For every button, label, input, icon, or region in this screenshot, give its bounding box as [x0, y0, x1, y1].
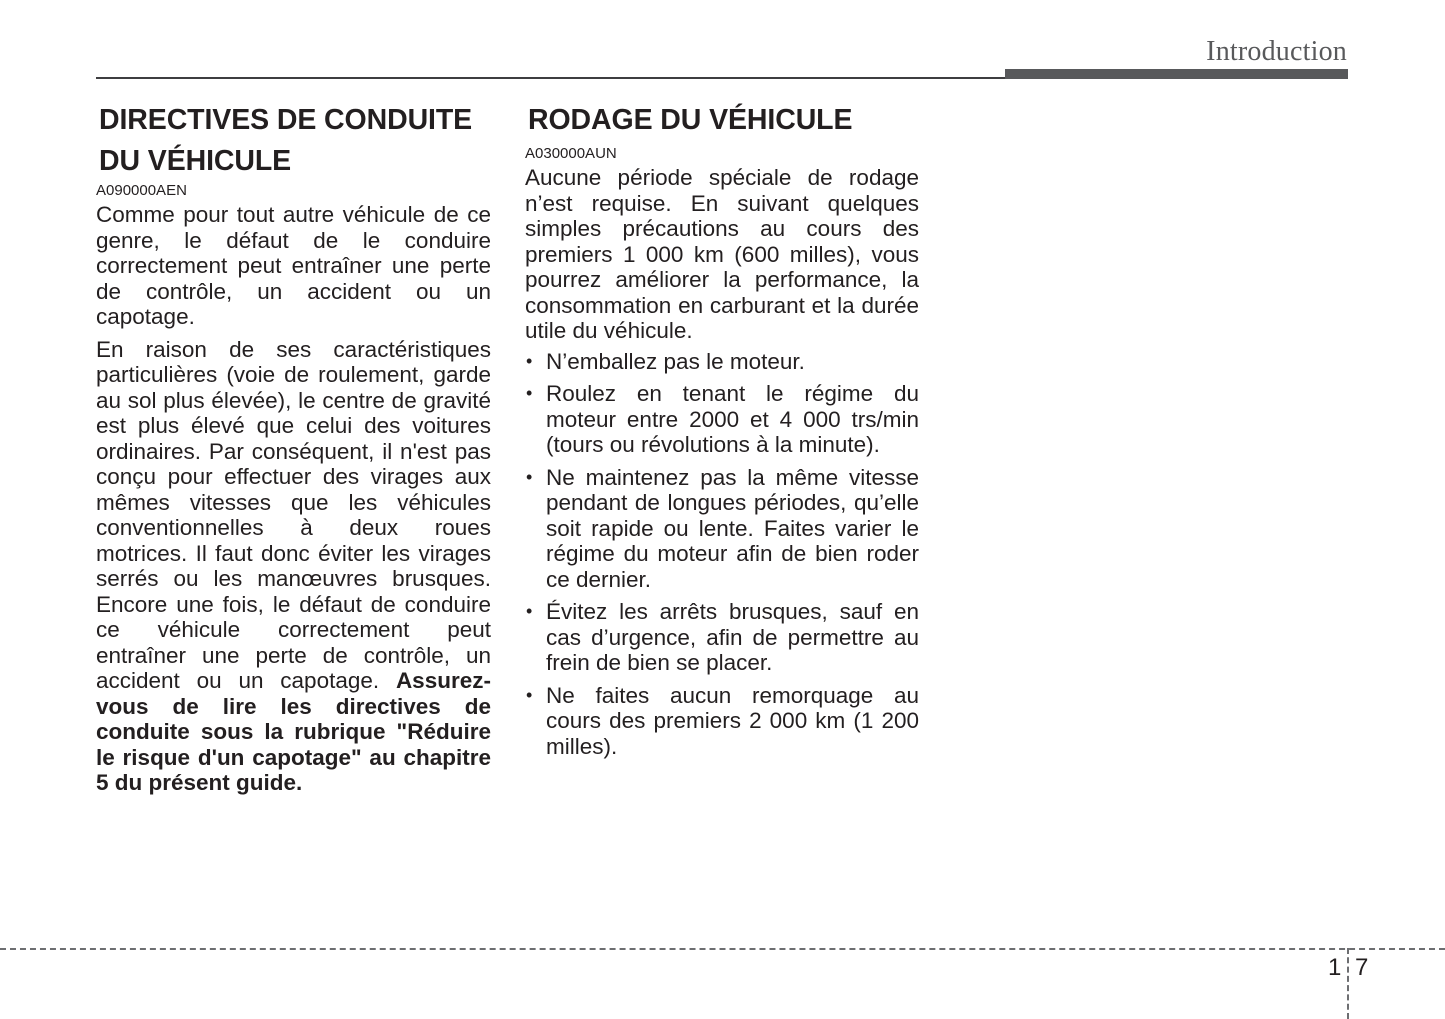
paragraph: Comme pour tout autre véhicule de ce genre, le défaut de le conduire correctement peut entraîner une perte de contrôle, un accident ou un capotage.: [96, 202, 491, 329]
list-item: [525, 349, 919, 375]
section-code: A090000AEN: [96, 182, 187, 199]
paragraph-emphasis: Assurez-vous de lire les directives de conduite sous la rubrique "Réduire le risque d'un capotage" au chapitre 5 du présent guide.: [96, 668, 491, 795]
heading-line-1: DIRECTIVES DE CONDUITE: [99, 104, 473, 136]
bullet-icon: •: [526, 684, 533, 705]
footer-dashed-rule: [0, 948, 1445, 950]
footer-dashed-divider: [1347, 948, 1349, 1019]
list-item: [525, 683, 919, 760]
bullet-list: [525, 349, 919, 760]
list-item-text: Évitez les arrêts brusques, sauf en cas d’urgence, afin de permettre au frein de bien se placer.: [546, 599, 919, 675]
header-rule: [96, 77, 1006, 79]
section-heading-break-in: RODAGE DU VÉHICULE: [528, 104, 853, 136]
bullet-icon: •: [526, 601, 533, 621]
list-item-text: Ne maintenez pas la même vitesse pendant de longues périodes, qu’elle soit rapide ou lente. Faites varier le régime du moteur afin de bien roder ce dernier.: [546, 464, 919, 592]
list-item-text: N’emballez pas le moteur.: [546, 348, 805, 374]
paragraph: [96, 337, 491, 796]
paragraph: Aucune période spéciale de rodage n’est requise. En suivant quelques simples précautions au cours des premiers 1 000 km (600 milles), vous pourrez améliorer la performance, la consommation en carburant et la durée utile du véhicule.: [525, 165, 919, 343]
header-section-title: Introduction: [1206, 36, 1347, 67]
list-item: [525, 381, 919, 458]
bullet-icon: •: [526, 383, 533, 403]
header-accent-bar: [1005, 69, 1348, 79]
bullet-icon: •: [526, 466, 533, 487]
list-item: [525, 599, 919, 676]
section-code: A030000AUN: [525, 145, 617, 162]
bullet-icon: •: [526, 350, 533, 371]
list-item: [525, 465, 919, 593]
section-heading-driving-guidelines: [96, 100, 491, 182]
left-column: [96, 100, 491, 803]
heading-line-2: DU VÉHICULE: [99, 145, 292, 177]
list-item-text: Roulez en tenant le régime du moteur entre 2000 et 4 000 trs/min (tours ou révolutions à la minute).: [546, 381, 919, 457]
page-number: 7: [1355, 954, 1369, 981]
chapter-number: 1: [1328, 954, 1342, 981]
list-item-text: Ne faites aucun remorquage au cours des premiers 2 000 km (1 200 milles).: [546, 682, 919, 759]
right-column: [525, 100, 919, 766]
paragraph-text: En raison de ses caractéristiques particulières (voie de roulement, garde au sol plus élevée), le centre de gravité est plus élevé que celui des voitures ordinaires. Par conséquent, il n'est pas conçu pour effectuer des virages aux mêmes vitesses que les véhicules conventionnelles à deux roues motrices. Il faut donc éviter les virages serrés ou les manœuvres brusques. Encore une fois, le défaut de conduire ce véhicule correctement peut entraîner une perte de contrôle, un accident ou un capotage.: [96, 336, 491, 693]
